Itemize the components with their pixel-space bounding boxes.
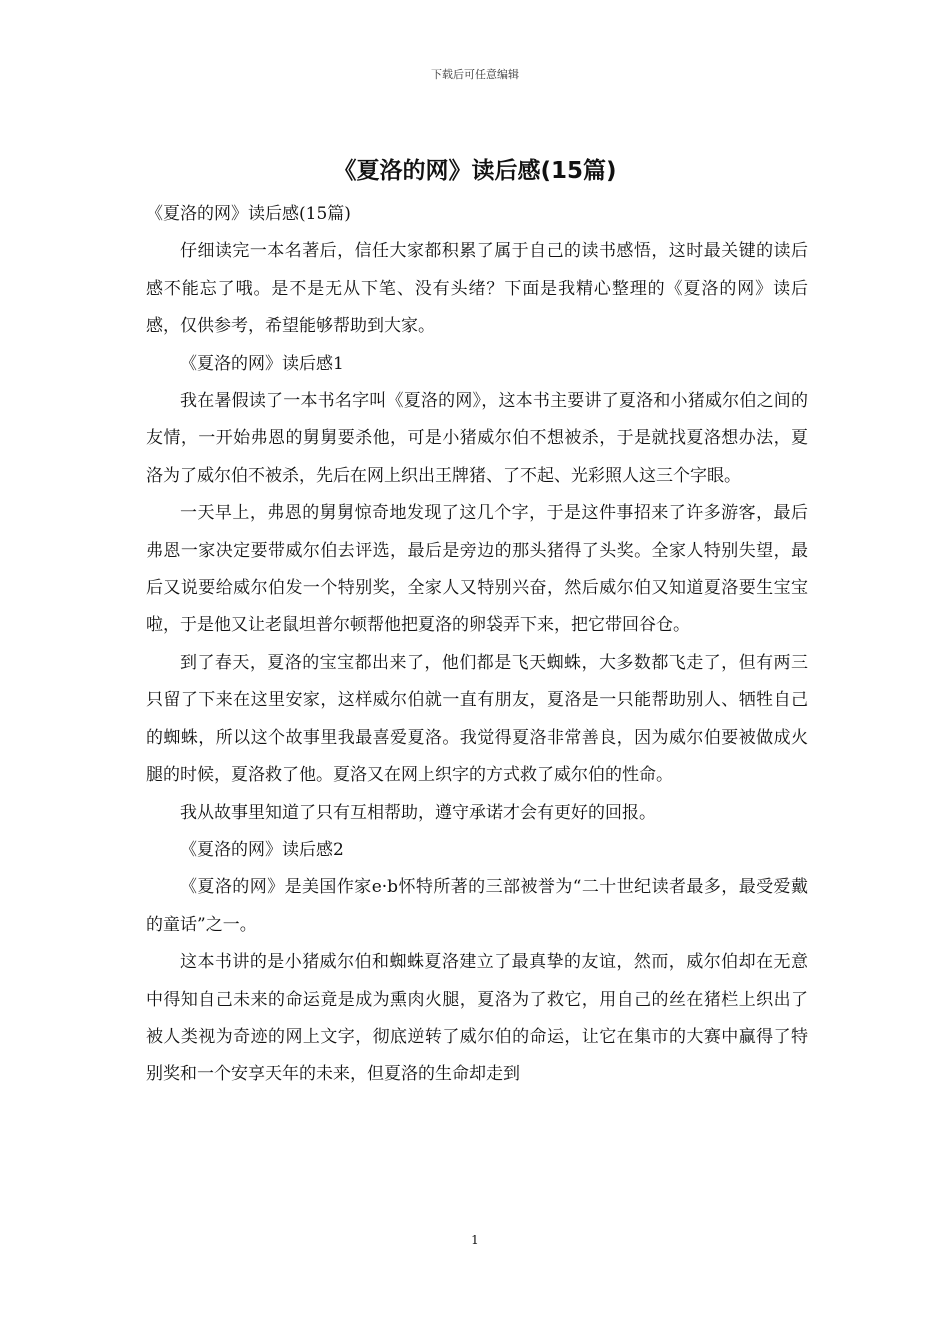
paragraph: 《夏洛的网》读后感(15篇) [146, 204, 351, 224]
paragraph: 一天早上，弗恩的舅舅惊奇地发现了这几个字，于是这件事招来了许多游客，最后弗恩一家决定要带威尔伯去评选，最后是旁边的那头猪得了头奖。全家人特别失望，最后又说要给威尔伯发一个特别奖，全家人又特别兴奋，然后威尔伯又知道夏洛要生宝宝啦，于是他又让老鼠坦普尔顿帮他把夏洛的卵袋弄下来，把它带回谷仓。 [146, 503, 808, 636]
document-body [146, 196, 808, 1094]
paragraph: 这本书讲的是小猪威尔伯和蜘蛛夏洛建立了最真挚的友谊，然而，威尔伯却在无意中得知自己未来的命运竟是成为熏肉火腿，夏洛为了救它，用自己的丝在猪栏上织出了被人类视为奇迹的网上文字，彻底逆转了威尔伯的命运，让它在集市的大赛中赢得了特别奖和一个安享天年的未来，但夏洛的生命却走到 [146, 952, 808, 1085]
document-title: 《夏洛的网》读后感(15篇) [333, 158, 617, 184]
paragraph: 我从故事里知道了只有互相帮助，遵守承诺才会有更好的回报。 [180, 802, 656, 823]
paragraph: 仔细读完一本名著后，信任大家都积累了属于自己的读书感悟，这时最关键的读后感不能忘了哦。是不是无从下笔、没有头绪？下面是我精心整理的《夏洛的网》读后感，仅供参考，希望能够帮助到大家。 [146, 241, 808, 337]
paragraph: 我在暑假读了一本书名字叫《夏洛的网》，这本书主要讲了夏洛和小猪威尔伯之间的友情，一开始弗恩的舅舅要杀他，可是小猪威尔伯不想被杀，于是就找夏洛想办法，夏洛为了威尔伯不被杀，先后在网上织出王牌猪、了不起、光彩照人这三个字眼。 [146, 391, 808, 486]
paragraph: 到了春天，夏洛的宝宝都出来了，他们都是飞天蜘蛛，大多数都飞走了，但有两三只留了下来在这里安家，这样威尔伯就一直有朋友，夏洛是一只能帮助别人、牺牲自己的蜘蛛，所以这个故事里我最喜爱夏洛。我觉得夏洛非常善良，因为威尔伯要被做成火腿的时候，夏洛救了他。夏洛又在网上织字的方式救了威尔伯的性命。 [146, 652, 808, 786]
paragraph: 《夏洛的网》是美国作家e·b怀特所著的三部被誉为“二十世纪读者最多，最受爱戴的童话”之一。 [146, 877, 808, 935]
section-heading: 《夏洛的网》读后感1 [180, 353, 344, 374]
section-heading: 《夏洛的网》读后感2 [180, 839, 344, 860]
page-number: 1 [471, 1233, 479, 1247]
page-header: 下载后可任意编辑 [431, 68, 519, 81]
